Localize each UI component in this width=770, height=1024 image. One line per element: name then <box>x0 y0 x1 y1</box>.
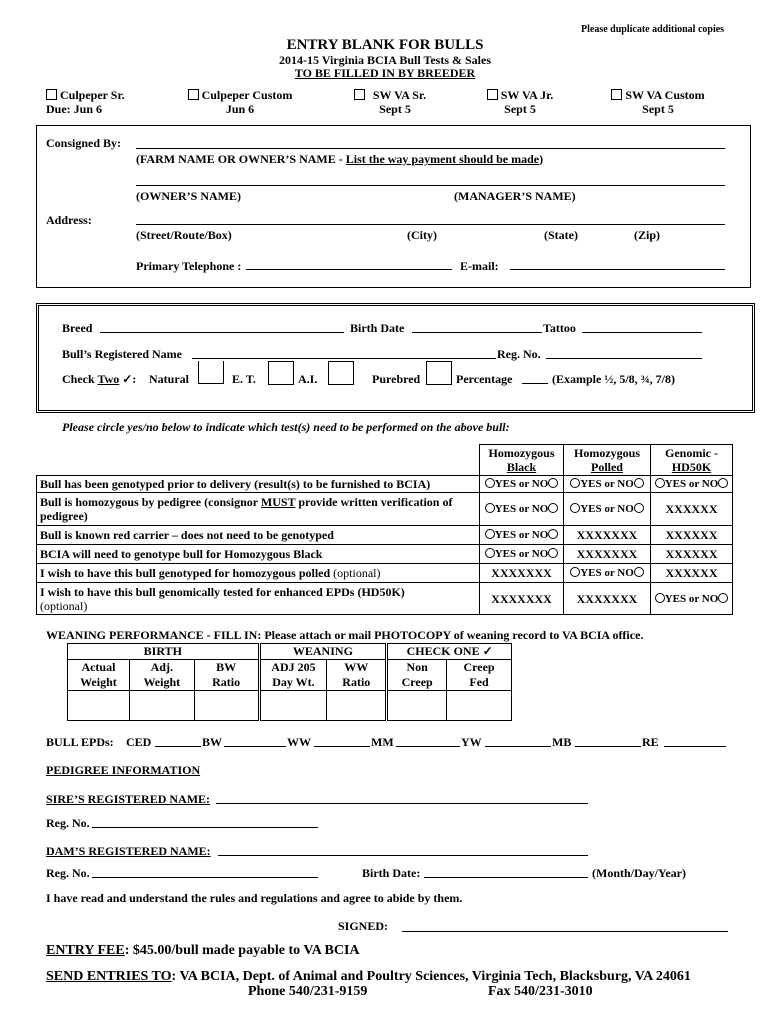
ai-checkbox[interactable] <box>328 361 354 385</box>
email-field[interactable] <box>510 269 725 270</box>
registered-name-field[interactable] <box>192 358 496 359</box>
send-entries: SEND ENTRIES TO: VA BCIA, Dept. of Animal and Poultry Sciences, Virginia Tech, Blacksburg, VA 24061 <box>46 969 691 984</box>
et-checkbox[interactable] <box>268 361 294 385</box>
purebred-label: Purebred <box>372 372 421 386</box>
dam-name-field[interactable] <box>218 855 588 856</box>
address-label: Address: <box>46 213 92 227</box>
percentage-label: Percentage <box>456 372 513 386</box>
checkbox-icon[interactable] <box>46 89 57 100</box>
dam-birth-date-label: Birth Date: <box>362 866 421 880</box>
sire-name-field[interactable] <box>216 803 588 804</box>
purebred-checkbox[interactable] <box>426 361 452 385</box>
tattoo-label: Tattoo <box>543 321 576 335</box>
tattoo-field[interactable] <box>582 332 702 333</box>
test-option-swva-jr[interactable]: SW VA Jr. <box>470 88 570 103</box>
test-date-swva-sr: Sept 5 <box>379 102 411 116</box>
epd-bw-field[interactable] <box>224 746 286 747</box>
epd-yw: YW <box>461 735 482 749</box>
signature-field[interactable] <box>402 931 728 932</box>
weaning-group: WEANING <box>259 644 387 660</box>
epd-mm-field[interactable] <box>396 746 460 747</box>
sire-reg-no-field[interactable] <box>92 827 318 828</box>
table-row: I wish to have this bull genomically tested for enhanced EPDs (HD50K) (optional) XXXXXXX XXXXXXX YES or NO <box>37 583 733 615</box>
yes-no-circle[interactable]: YES or NO <box>564 476 651 493</box>
owner-manager-field[interactable] <box>136 185 725 186</box>
birth-date-label: Birth Date <box>350 321 405 335</box>
checkbox-icon[interactable] <box>487 89 498 100</box>
breed-label: Breed <box>62 321 93 335</box>
epd-mb: MB <box>552 735 572 749</box>
natural-label: Natural <box>149 372 189 386</box>
epd-ww-field[interactable] <box>314 746 370 747</box>
reg-no-label: Reg. No. <box>497 347 541 361</box>
col-genomic: Genomic - HD50K <box>650 445 732 476</box>
table-row: Bull has been genotyped prior to delivery (result(s) to be furnished to BCIA) YES or NO YES or NO YES or NO <box>37 476 733 493</box>
et-label: E. T. <box>232 372 256 386</box>
yes-no-circle[interactable]: YES or NO <box>650 583 732 615</box>
breed-field[interactable] <box>100 332 344 333</box>
checkbox-icon[interactable] <box>188 89 199 100</box>
percentage-field[interactable] <box>522 383 548 384</box>
ai-label: A.I. <box>298 372 318 386</box>
agreement-text: I have read and understand the rules and regulations and agree to abide by them. <box>46 891 463 905</box>
test-option-swva-sr[interactable]: SW VA Sr. <box>335 88 445 103</box>
owner-caption: (OWNER’S NAME) <box>136 189 241 203</box>
test-date-swva-custom: Sept 5 <box>642 102 674 116</box>
col-adj205: ADJ 205 Day Wt. <box>259 660 327 691</box>
yes-no-circle[interactable]: YES or NO <box>564 493 651 526</box>
check-two-label: Check Two ✓: <box>62 372 137 386</box>
epd-ced: CED <box>126 735 152 749</box>
epd-re: RE <box>642 735 659 749</box>
weaning-table <box>67 643 512 721</box>
contact-phone: Phone 540/231-9159 <box>248 984 368 999</box>
consigned-by-label: Consigned By: <box>46 136 122 150</box>
natural-checkbox[interactable] <box>198 361 224 384</box>
epd-bw: BW <box>202 735 223 749</box>
sire-name-label: SIRE’S REGISTERED NAME: <box>46 792 211 806</box>
pedigree-heading: PEDIGREE INFORMATION <box>46 763 201 777</box>
address-field[interactable] <box>136 224 725 225</box>
yes-no-circle[interactable]: YES or NO <box>480 526 564 545</box>
check-one-group: CHECK ONE ✓ <box>387 644 512 660</box>
state-caption: (State) <box>544 228 578 242</box>
genotype-test-table <box>36 444 733 615</box>
test-date-swva-jr: Sept 5 <box>504 102 536 116</box>
table-header-row <box>37 445 733 476</box>
table-row: I wish to have this bull genotyped for homozygous polled (optional) XXXXXXX YES or NO XXXXXX <box>37 564 733 583</box>
testing-instruction: Please circle yes/no below to indicate which test(s) need to be performed on the above bull: <box>62 420 510 434</box>
email-label: E-mail: <box>460 259 499 273</box>
test-option-swva-custom[interactable]: SW VA Custom <box>598 88 718 103</box>
manager-caption: (MANAGER’S NAME) <box>454 189 576 203</box>
dam-reg-no-field[interactable] <box>92 877 318 878</box>
col-ww-ratio: WW Ratio <box>327 660 387 691</box>
signed-label: SIGNED: <box>338 919 389 933</box>
form-title: ENTRY BLANK FOR BULLS <box>286 37 484 53</box>
registered-name-label: Bull’s Registered Name <box>62 347 182 361</box>
farm-name-caption: (FARM NAME OR OWNER’S NAME - List the way payment should be made) <box>136 152 544 166</box>
zip-caption: (Zip) <box>634 228 661 242</box>
dam-name-label: DAM’S REGISTERED NAME: <box>46 844 211 858</box>
test-option-culpeper-sr[interactable]: Culpeper Sr. <box>46 88 125 103</box>
form-instruction: TO BE FILLED IN BY BREEDER <box>294 66 476 80</box>
epd-yw-field[interactable] <box>485 746 551 747</box>
epd-ww: WW <box>287 735 311 749</box>
epd-mm: MM <box>371 735 394 749</box>
table-row: Bull is known red carrier – does not need to be genotyped YES or NO XXXXXXX XXXXXX <box>37 526 733 545</box>
test-date-culpeper-sr: Due: Jun 6 <box>46 102 103 116</box>
epd-mb-field[interactable] <box>575 746 641 747</box>
weaning-input-row[interactable] <box>68 691 512 721</box>
sire-reg-no-label: Reg. No. <box>46 816 90 830</box>
dam-reg-no-label: Reg. No. <box>46 866 90 880</box>
reg-no-field[interactable] <box>546 358 702 359</box>
yes-no-circle[interactable]: YES or NO <box>480 545 564 564</box>
form-subtitle: 2014-15 Virginia BCIA Bull Tests & Sales <box>278 53 492 67</box>
farm-name-field[interactable] <box>136 148 725 149</box>
yes-no-circle[interactable]: YES or NO <box>650 476 732 493</box>
col-adj-weight: Adj. Weight <box>129 660 194 691</box>
entry-fee: ENTRY FEE: $45.00/bull made payable to VA BCIA <box>46 943 360 958</box>
yes-no-circle[interactable]: YES or NO <box>564 564 651 583</box>
col-actual-weight: Actual Weight <box>68 660 130 691</box>
phone-field[interactable] <box>246 269 452 270</box>
birth-group: BIRTH <box>68 644 260 660</box>
table-row: Bull is homozygous by pedigree (consignor MUST provide written verification of pedigree) YES or NO YES or NO XXXXXX <box>37 493 733 526</box>
street-caption: (Street/Route/Box) <box>136 228 232 242</box>
date-format-hint: (Month/Day/Year) <box>592 866 686 880</box>
duplicate-note: Please duplicate additional copies <box>581 24 725 35</box>
dam-birth-date-field[interactable] <box>424 877 588 878</box>
phone-label: Primary Telephone : <box>136 259 242 273</box>
epd-ced-field[interactable] <box>155 746 201 747</box>
yes-no-circle[interactable]: YES or NO <box>480 493 564 526</box>
checkbox-icon[interactable] <box>354 89 365 100</box>
table-row: BCIA will need to genotype bull for Homozygous Black YES or NO XXXXXXX XXXXXX <box>37 545 733 564</box>
col-homozygous-polled: Homozygous Polled <box>564 445 651 476</box>
epds-label: BULL EPDs: <box>46 735 114 749</box>
col-bw-ratio: BW Ratio <box>194 660 259 691</box>
city-caption: (City) <box>407 228 437 242</box>
epd-re-field[interactable] <box>664 746 726 747</box>
col-non-creep: Non Creep <box>387 660 447 691</box>
test-date-culpeper-custom: Jun 6 <box>225 102 255 116</box>
weaning-heading: WEANING PERFORMANCE - FILL IN: Please attach or mail PHOTOCOPY of weaning record to VA BCIA office. <box>46 628 644 642</box>
test-option-culpeper-custom[interactable]: Culpeper Custom <box>180 88 300 103</box>
col-creep-fed: Creep Fed <box>447 660 512 691</box>
yes-no-circle[interactable]: YES or NO <box>480 476 564 493</box>
birth-date-field[interactable] <box>412 332 542 333</box>
percentage-example: (Example ½, 5/8, ¾, 7/8) <box>552 372 675 386</box>
checkbox-icon[interactable] <box>611 89 622 100</box>
col-homozygous-black: Homozygous Black <box>480 445 564 476</box>
contact-fax: Fax 540/231-3010 <box>488 984 593 999</box>
